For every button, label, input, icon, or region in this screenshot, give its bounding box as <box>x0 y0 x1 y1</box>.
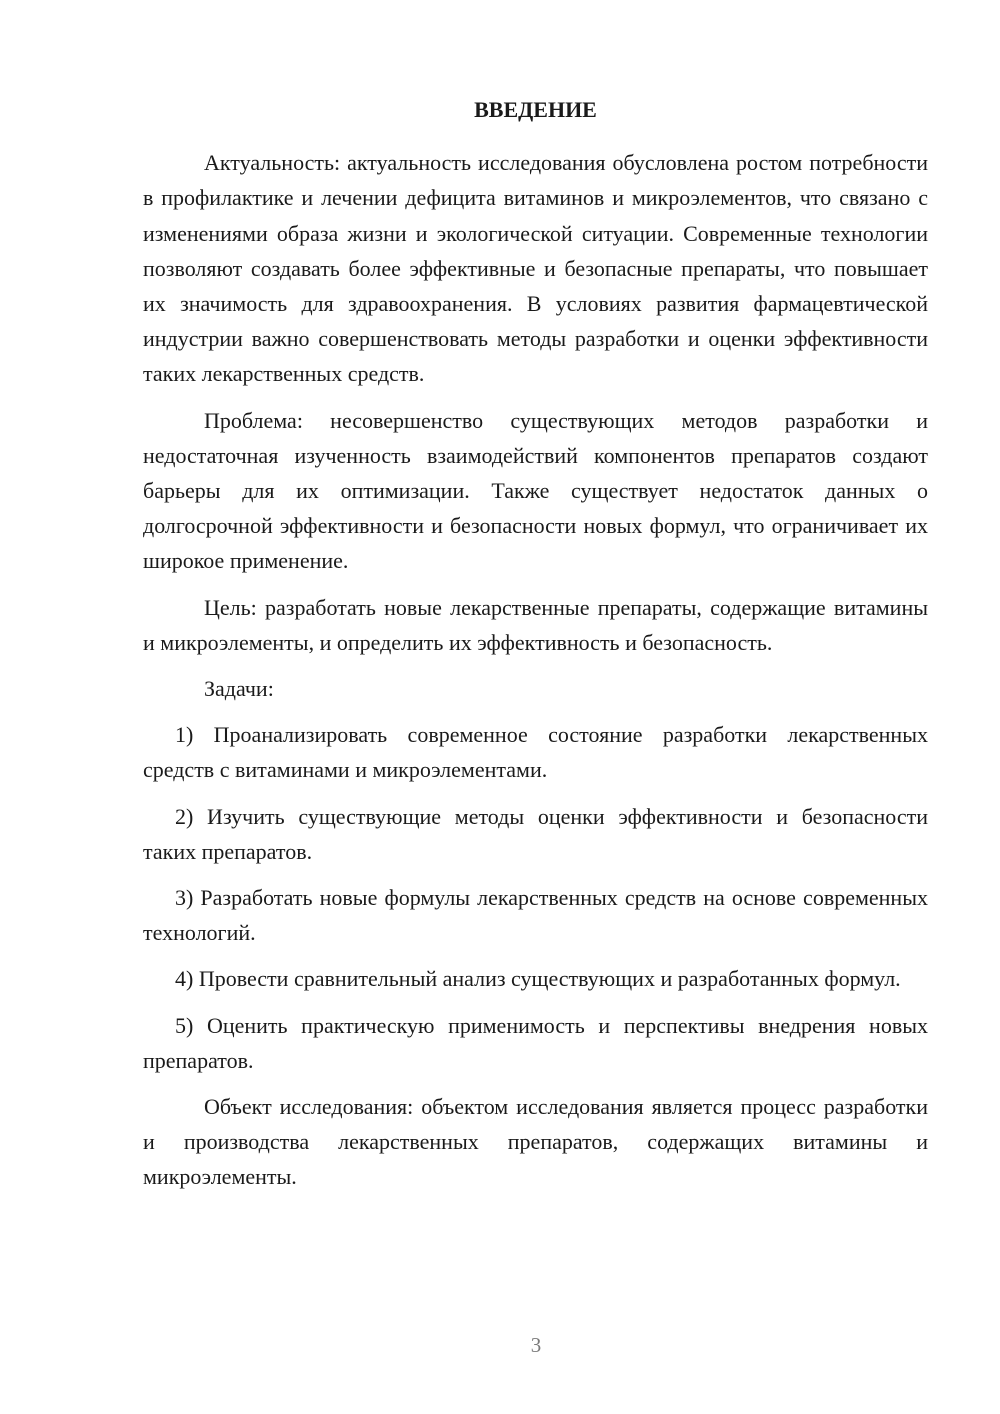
task-item-2: 2) Изучить существующие методы оценки эффективности и безопасности таких препаратов. <box>143 803 928 864</box>
task-item-4: 4) Провести сравнительный анализ существующих и разработанных формул. <box>175 966 901 992</box>
tasks-title: Задачи: <box>204 676 274 702</box>
page-number: 3 <box>530 1333 542 1357</box>
task-item-5: 5) Оценить практическую применимость и перспективы внедрения новых препаратов. <box>143 1012 928 1073</box>
paragraph-problem: Проблема: несовершенство существующих методов разработки и недостаточная изученность взаимодействий компонентов препаратов создают барьеры для их оптимизации. Также существует недостаток данных о долгосрочной эффективности и безопасности новых формул, что ограничивает их широкое применение. <box>143 407 928 574</box>
paragraph-relevance: Актуальность: актуальность исследования обусловлена ростом потребности в профилактике и лечении дефицита витаминов и микроэлементов, что связано с изменениями образа жизни и экологической ситуации. Современные технологии позволяют создавать более эффективные и безопасные препараты, что повышает их значимость для здравоохранения. В условиях развития фармацевтической индустрии важно совершенствовать методы разработки и оценки эффективности таких лекарственных средств. <box>143 150 928 387</box>
document-page <box>143 92 928 1206</box>
section-heading: ВВЕДЕНИЕ <box>474 97 597 122</box>
task-item-1: 1) Проанализировать современное состояние разработки лекарственных средств с витаминами и микроэлементами. <box>143 722 928 783</box>
task-item-3: 3) Разработать новые формулы лекарственных средств на основе современных технологий. <box>143 885 928 946</box>
paragraph-object: Объект исследования: объектом исследования является процесс разработки и производства лекарственных препаратов, содержащих витамины и микроэлементы. <box>143 1094 928 1190</box>
paragraph-goal: Цель: разработать новые лекарственные препараты, содержащие витамины и микроэлементы, и определить их эффективность и безопасность. <box>143 594 928 655</box>
